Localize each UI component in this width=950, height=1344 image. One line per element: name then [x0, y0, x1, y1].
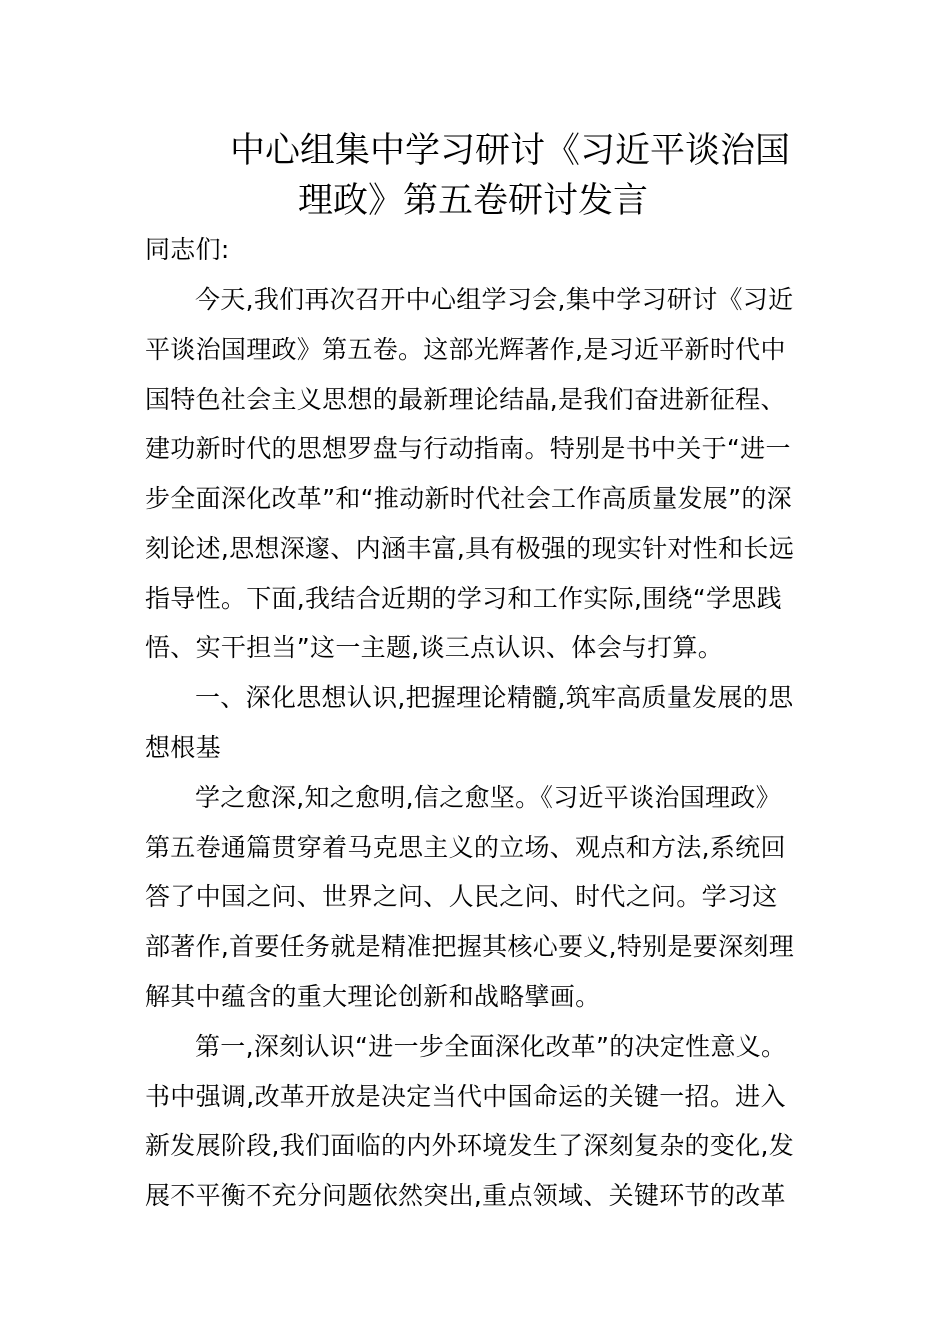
- text-line: 国特色社会主义思想的最新理论结晶,是我们奋进新征程、: [145, 385, 786, 414]
- section-heading-line: 一、深化思想认识,把握理论精髓,筑牢高质量发展的思: [195, 683, 794, 712]
- text-line: 学之愈深,知之愈明,信之愈坚。《习近平谈治国理政》: [195, 783, 781, 812]
- text-line: 第一,深刻认识“进一步全面深化改革”的决定性意义。: [195, 1032, 787, 1061]
- text-line: 新发展阶段,我们面临的内外环境发生了深刻复杂的变化,发: [145, 1131, 794, 1160]
- text-line: 解其中蕴含的重大理论创新和战略擘画。: [145, 982, 601, 1011]
- section-heading-line: 想根基: [145, 733, 221, 762]
- text-line: 今天,我们再次召开中心组学习会,集中学习研讨《习近: [195, 285, 794, 314]
- text-line: 悟、实干担当”这一主题,谈三点认识、体会与打算。: [145, 633, 724, 662]
- text-line: 刻论述,思想深邃、内涵丰富,具有极强的现实针对性和长远: [145, 534, 794, 563]
- salutation: 同志们:: [145, 235, 230, 264]
- text-line: 步全面深化改革”和“推动新时代社会工作高质量发展”的深: [145, 484, 792, 513]
- text-line: 部著作,首要任务就是精准把握其核心要义,特别是要深刻理: [145, 932, 794, 961]
- text-line: 答了中国之问、世界之问、人民之问、时代之问。学习这: [145, 882, 778, 911]
- text-line: 第五卷通篇贯穿着马克思主义的立场、观点和方法,系统回: [145, 833, 786, 862]
- text-line: 展不平衡不充分问题依然突出,重点领域、关键环节的改革: [145, 1181, 786, 1210]
- document-title-line-2: 理政》第五卷研讨发言: [298, 181, 649, 221]
- document-title-line-1: 中心组集中学习研讨《习近平谈治国: [230, 131, 791, 171]
- text-line: 建功新时代的思想罗盘与行动指南。特别是书中关于“进一: [145, 434, 791, 463]
- text-line: 指导性。下面,我结合近期的学习和工作实际,围绕“学思践: [145, 584, 782, 613]
- text-line: 平谈治国理政》第五卷。这部光辉著作,是习近平新时代中: [145, 335, 786, 364]
- text-line: 书中强调,改革开放是决定当代中国命运的关键一招。进入: [145, 1082, 786, 1111]
